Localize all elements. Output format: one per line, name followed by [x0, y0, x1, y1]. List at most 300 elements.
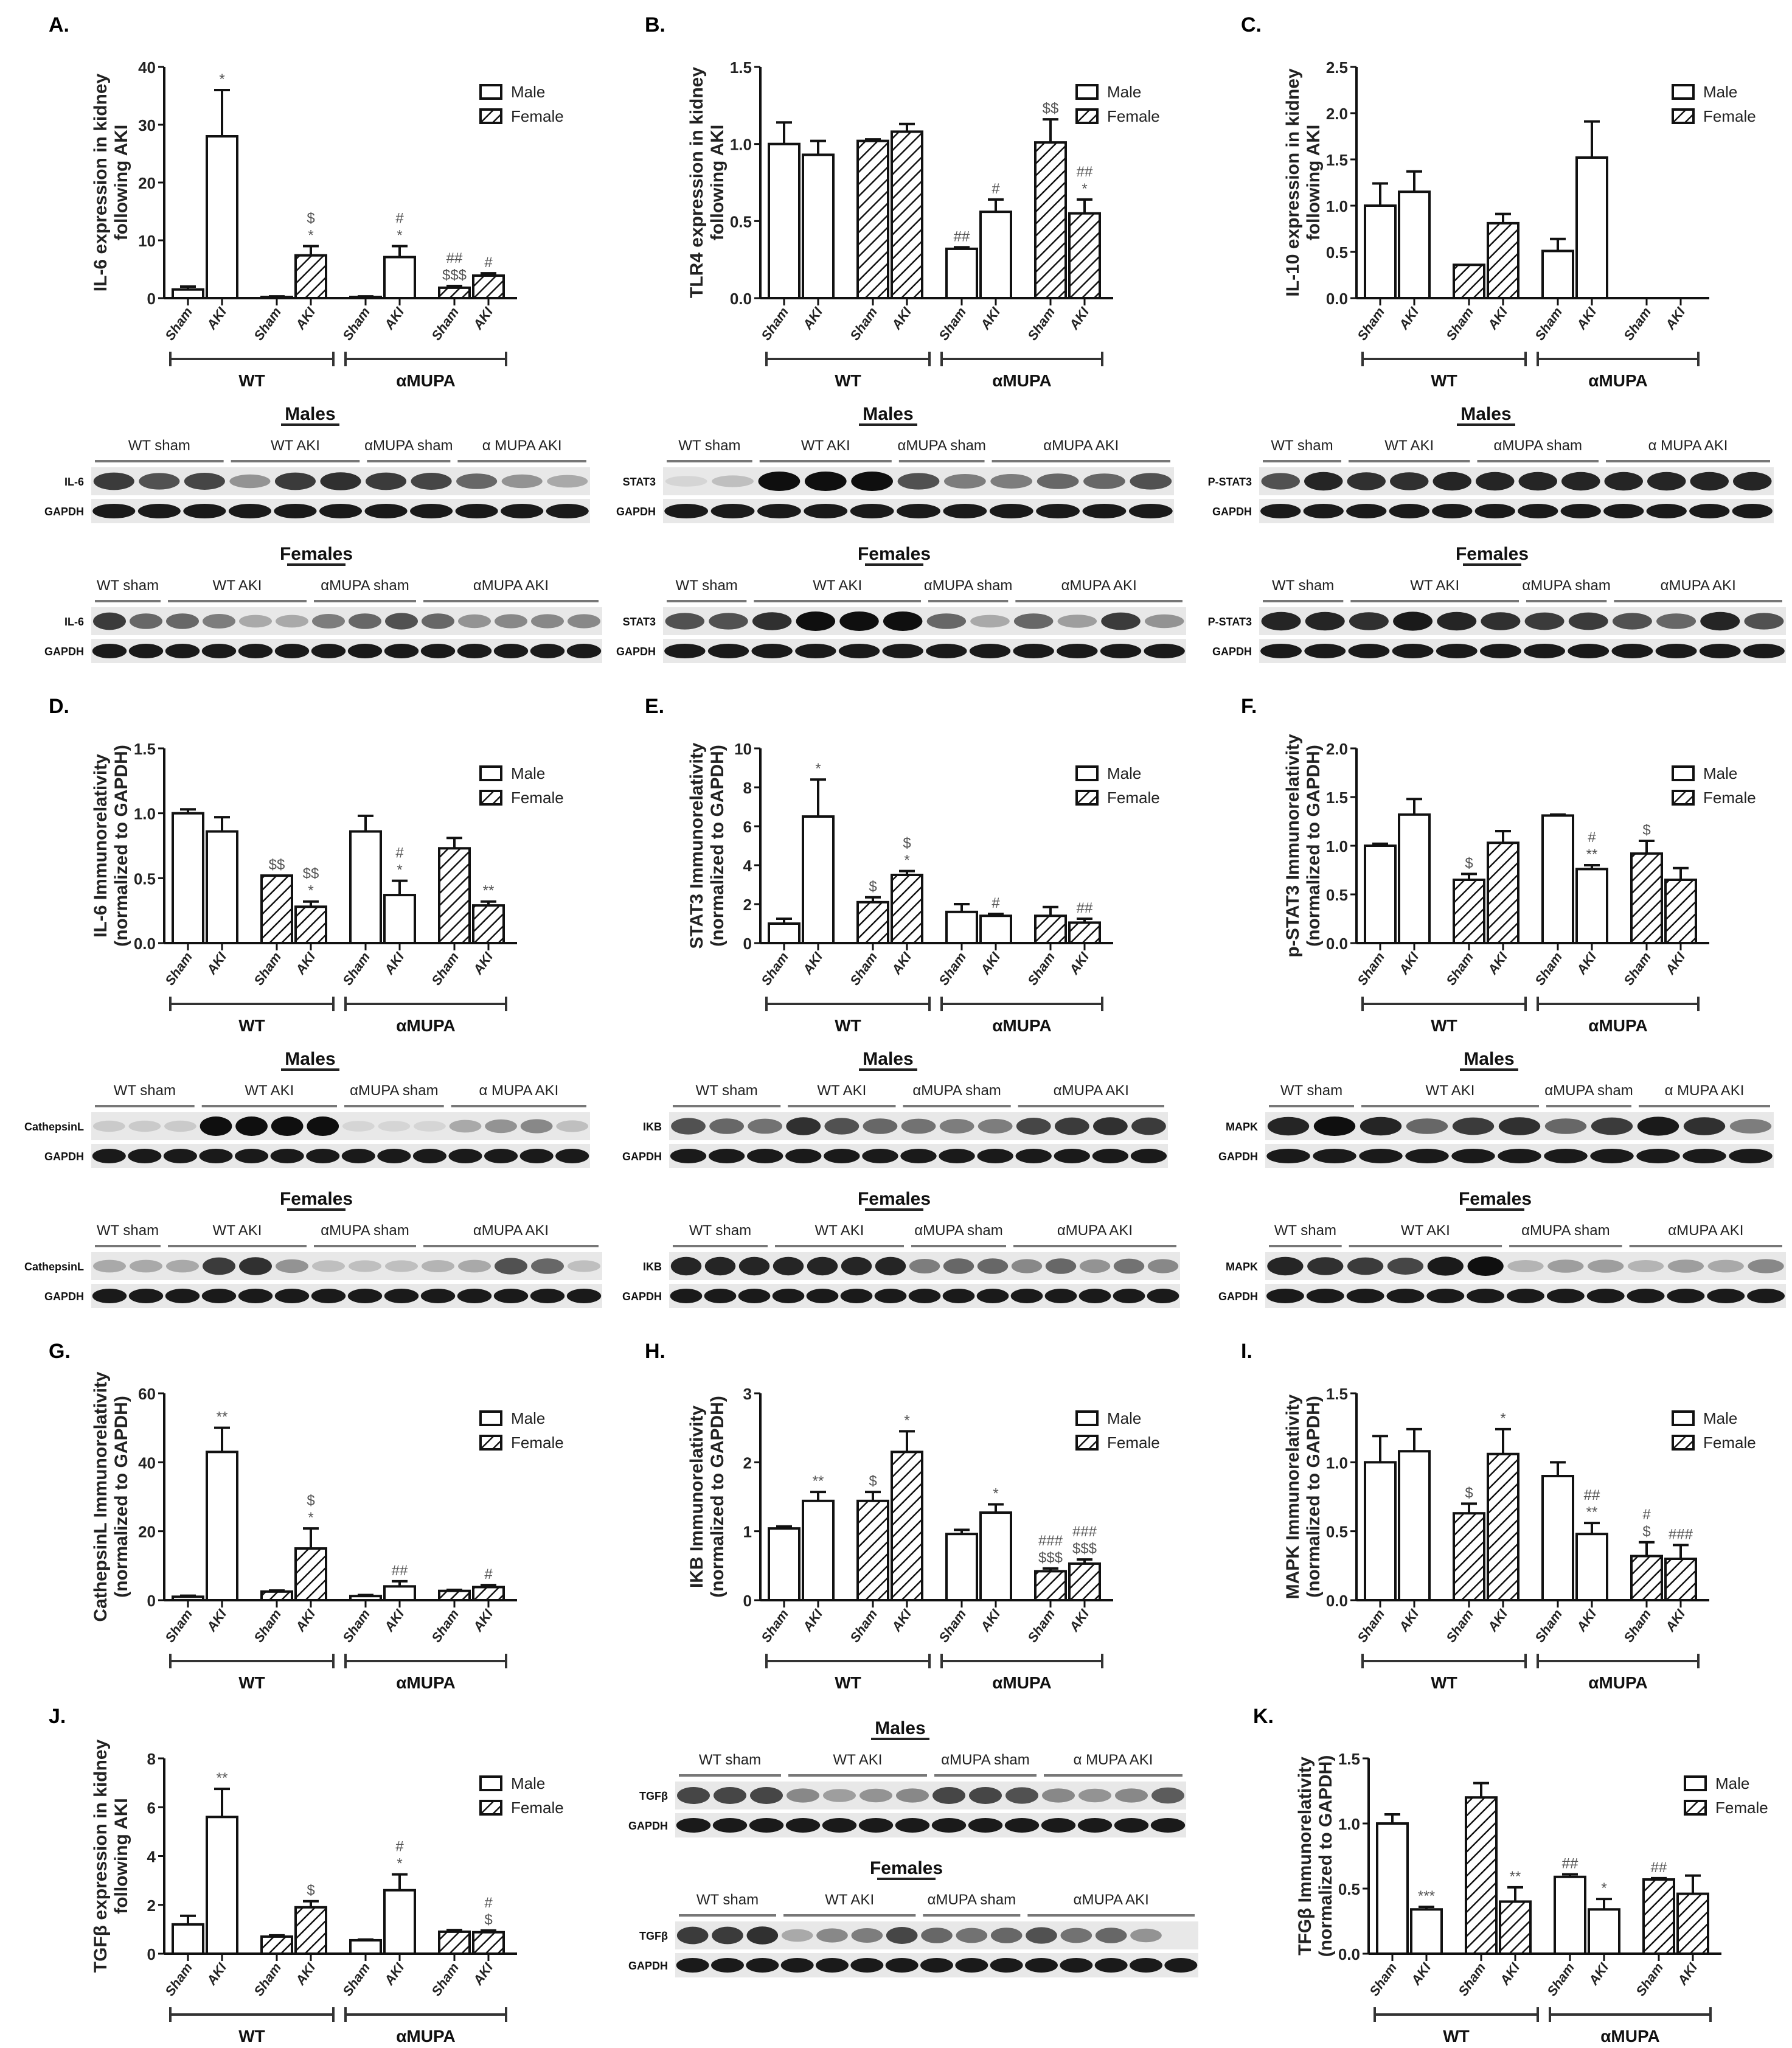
svg-text:WT AKI: WT AKI [825, 1892, 875, 1908]
svg-text:0.0: 0.0 [729, 290, 752, 308]
svg-text:2: 2 [147, 1896, 156, 1915]
bar [439, 288, 470, 298]
chart-panel-k [1204, 1691, 1792, 2045]
svg-text:1.0: 1.0 [1338, 1815, 1360, 1833]
bar [1644, 1879, 1674, 1954]
svg-text:*: * [308, 227, 314, 244]
svg-text:WT AKI: WT AKI [813, 577, 863, 594]
svg-text:Male: Male [1703, 1409, 1738, 1427]
svg-text:Males: Males [285, 1049, 336, 1069]
svg-text:αMUPA sham: αMUPA sham [912, 1082, 1001, 1099]
svg-text:0.5: 0.5 [1325, 1522, 1348, 1541]
svg-text:AKI: AKI [1484, 304, 1511, 332]
svg-text:**: ** [1509, 1868, 1521, 1885]
svg-text:Sham: Sham [1443, 949, 1477, 988]
svg-text:***: *** [1417, 1887, 1436, 1904]
bar [858, 1501, 888, 1600]
svg-text:GAPDH: GAPDH [622, 1151, 662, 1163]
svg-text:#: # [484, 254, 493, 271]
svg-text:αMUPA sham: αMUPA sham [927, 1892, 1016, 1908]
svg-text:WT: WT [835, 1673, 861, 1691]
panel-letter: B. [645, 13, 665, 37]
svg-text:Males: Males [863, 1049, 914, 1069]
svg-text:2.0: 2.0 [1325, 740, 1348, 758]
svg-text:10: 10 [734, 740, 752, 758]
svg-text:(normalized to GAPDH): (normalized to GAPDH) [1316, 1755, 1336, 1957]
svg-text:AKI: AKI [799, 304, 826, 332]
svg-text:Sham: Sham [162, 304, 196, 343]
svg-text:Sham: Sham [339, 1960, 373, 1999]
svg-text:GAPDH: GAPDH [1212, 506, 1252, 518]
svg-text:AKI: AKI [470, 949, 496, 977]
bar [1665, 880, 1696, 943]
bar [1589, 1909, 1619, 1954]
svg-text:Female: Female [511, 1799, 564, 1817]
svg-text:Male: Male [1107, 764, 1142, 782]
bar [769, 144, 799, 298]
svg-text:1.5: 1.5 [1325, 789, 1348, 807]
bar [1577, 869, 1607, 943]
svg-text:1.0: 1.0 [1325, 1454, 1348, 1472]
bar-chart-e [596, 681, 1192, 1034]
svg-text:AKI: AKI [888, 949, 915, 977]
svg-text:#: # [1588, 829, 1596, 846]
bar [1399, 1451, 1429, 1600]
svg-text:Sham: Sham [758, 304, 792, 343]
svg-text:0: 0 [147, 290, 156, 308]
svg-text:WT: WT [835, 1016, 861, 1034]
bar [173, 1597, 203, 1600]
bar [1454, 880, 1484, 943]
svg-text:GAPDH: GAPDH [44, 1290, 84, 1303]
chart-panel-j [0, 1691, 596, 2045]
svg-text:#: # [1642, 1506, 1651, 1523]
svg-text:WT AKI: WT AKI [212, 577, 262, 594]
svg-text:WT: WT [238, 1016, 265, 1034]
bar-chart-h [596, 1326, 1192, 1691]
svg-text:1.5: 1.5 [133, 740, 156, 758]
svg-text:$: $ [484, 1911, 493, 1928]
svg-text:Male: Male [1107, 1409, 1142, 1427]
svg-text:αMUPA sham: αMUPA sham [364, 437, 453, 454]
svg-text:*: * [308, 1510, 314, 1527]
svg-text:Sham: Sham [428, 304, 462, 343]
svg-text:Female: Female [511, 789, 564, 807]
svg-text:GAPDH: GAPDH [628, 1820, 668, 1832]
svg-text:GAPDH: GAPDH [1218, 1151, 1258, 1163]
svg-text:AKI: AKI [977, 304, 1004, 332]
bar [1399, 815, 1429, 943]
bar [1543, 251, 1573, 298]
svg-text:Sham: Sham [1532, 949, 1566, 988]
svg-text:Sham: Sham [1532, 1606, 1566, 1645]
svg-text:##: ## [391, 1562, 408, 1579]
bar [1365, 1462, 1395, 1600]
bar [262, 876, 292, 943]
svg-text:AKI: AKI [1484, 949, 1511, 977]
svg-text:IL-6 Immunorelativity: IL-6 Immunorelativity [91, 754, 111, 938]
svg-text:20: 20 [138, 174, 156, 192]
svg-text:AKI: AKI [1662, 1606, 1689, 1634]
svg-text:Sham: Sham [251, 949, 285, 988]
svg-text:αMUPA sham: αMUPA sham [350, 1082, 439, 1099]
svg-text:WT sham: WT sham [128, 437, 190, 454]
svg-text:αMUPA AKI: αMUPA AKI [1073, 1892, 1149, 1908]
svg-text:##: ## [1561, 1855, 1578, 1872]
svg-text:Sham: Sham [162, 1960, 196, 1999]
svg-text:αMUPA AKI: αMUPA AKI [1668, 1222, 1744, 1239]
svg-text:WT sham: WT sham [689, 1222, 752, 1239]
svg-text:0: 0 [147, 1592, 156, 1610]
svg-text:1: 1 [743, 1522, 752, 1541]
svg-text:WT: WT [238, 1673, 265, 1691]
svg-text:Females: Females [1455, 544, 1529, 564]
svg-text:Sham: Sham [1443, 304, 1477, 343]
svg-text:0: 0 [147, 1945, 156, 1963]
svg-text:$: $ [1465, 855, 1473, 872]
svg-text:AKI: AKI [977, 949, 1004, 977]
svg-text:αMUPA AKI: αMUPA AKI [1660, 577, 1736, 594]
svg-text:1.5: 1.5 [1325, 151, 1348, 169]
svg-text:AKI: AKI [381, 1960, 408, 1988]
chart-panel-h [596, 1326, 1192, 1691]
svg-text:**: ** [1586, 1504, 1598, 1521]
svg-text:CathepsinL: CathepsinL [24, 1261, 84, 1273]
svg-text:GAPDH: GAPDH [44, 1151, 84, 1163]
svg-text:WT: WT [1431, 371, 1457, 389]
svg-text:Sham: Sham [1620, 949, 1655, 988]
svg-text:8: 8 [147, 1750, 156, 1768]
svg-text:Sham: Sham [339, 304, 373, 343]
svg-text:AKI: AKI [292, 1960, 319, 1988]
bar [803, 817, 833, 943]
svg-text:AKI: AKI [799, 1606, 826, 1634]
svg-text:AKI: AKI [381, 304, 408, 332]
bar [946, 912, 977, 943]
bar [262, 1592, 292, 1600]
svg-text:AKI: AKI [799, 949, 826, 977]
svg-text:IKB: IKB [643, 1121, 662, 1133]
bar [981, 212, 1011, 298]
svg-text:αMUPA AKI: αMUPA AKI [1053, 1082, 1129, 1099]
svg-text:AKI: AKI [1662, 304, 1689, 332]
svg-text:GAPDH: GAPDH [1212, 646, 1252, 658]
svg-text:$: $ [1465, 1485, 1473, 1502]
svg-text:GAPDH: GAPDH [616, 646, 656, 658]
svg-text:Sham: Sham [428, 1960, 462, 1999]
svg-text:MAPK Immunorelativity: MAPK Immunorelativity [1283, 1394, 1303, 1600]
panel-letter: K. [1253, 1705, 1274, 1728]
svg-text:following AKI: following AKI [111, 124, 131, 241]
bar [1555, 1877, 1585, 1954]
bar [473, 276, 504, 298]
svg-text:*: * [993, 1485, 999, 1502]
svg-text:WT: WT [1431, 1673, 1457, 1691]
svg-text:###: ### [1072, 1524, 1097, 1541]
svg-text:#: # [484, 1566, 493, 1583]
svg-text:**: ** [482, 882, 495, 899]
bar [350, 1940, 381, 1954]
svg-text:$: $ [869, 1473, 877, 1490]
svg-text:###: ### [1668, 1526, 1693, 1543]
bar [296, 1907, 326, 1954]
svg-text:α MUPA AKI: α MUPA AKI [482, 437, 562, 454]
svg-text:Sham: Sham [1354, 304, 1388, 343]
svg-text:CathepsinL: CathepsinL [24, 1121, 84, 1133]
svg-text:Male: Male [511, 1774, 546, 1792]
svg-text:GAPDH: GAPDH [622, 1290, 662, 1303]
svg-text:STAT3: STAT3 [622, 616, 656, 628]
svg-text:AKI: AKI [1066, 1606, 1092, 1634]
svg-text:IL-6: IL-6 [64, 616, 84, 628]
svg-text:Sham: Sham [339, 1606, 373, 1645]
svg-text:0.5: 0.5 [729, 212, 752, 231]
bar [946, 1534, 977, 1600]
svg-text:$: $ [307, 1882, 315, 1899]
bar [173, 813, 203, 943]
svg-text:*: * [397, 862, 403, 879]
svg-text:αMUPA: αMUPA [1588, 1673, 1648, 1691]
svg-text:Sham: Sham [1544, 1960, 1578, 1999]
bar [1665, 1559, 1696, 1600]
bar [1488, 1454, 1518, 1600]
svg-text:Sham: Sham [1620, 1606, 1655, 1645]
bar [1377, 1823, 1408, 1954]
svg-text:1.0: 1.0 [1325, 837, 1348, 855]
western-blot-tgfb [608, 1691, 1204, 2045]
svg-text:αMUPA sham: αMUPA sham [321, 1222, 409, 1239]
svg-text:$$$: $$$ [442, 267, 467, 284]
svg-text:$$: $$ [302, 865, 319, 882]
bar [1488, 843, 1518, 943]
svg-text:*: * [397, 1855, 403, 1872]
bar [1577, 1534, 1607, 1600]
svg-text:IKB: IKB [643, 1261, 662, 1273]
svg-text:$$: $$ [1042, 100, 1059, 117]
svg-text:Sham: Sham [251, 304, 285, 343]
bar [892, 131, 922, 298]
svg-text:Sham: Sham [936, 304, 970, 343]
svg-text:*: * [904, 1412, 910, 1429]
svg-text:GAPDH: GAPDH [1218, 1290, 1258, 1303]
bar [296, 1548, 326, 1600]
svg-text:WT sham: WT sham [1272, 577, 1335, 594]
svg-text:αMUPA sham: αMUPA sham [1521, 1222, 1610, 1239]
svg-text:AKI: AKI [292, 949, 319, 977]
svg-text:AKI: AKI [1484, 1606, 1511, 1634]
svg-text:40: 40 [138, 58, 156, 77]
svg-text:GAPDH: GAPDH [44, 646, 84, 658]
svg-text:Male: Male [511, 1409, 546, 1427]
svg-text:AKI: AKI [888, 1606, 915, 1634]
svg-text:AKI: AKI [470, 1606, 496, 1634]
svg-text:AKI: AKI [292, 1606, 319, 1634]
svg-text:Sham: Sham [847, 304, 881, 343]
svg-text:WT: WT [1431, 1016, 1457, 1034]
svg-text:Sham: Sham [1620, 304, 1655, 343]
bar [384, 1890, 415, 1954]
svg-text:WT: WT [238, 371, 265, 389]
svg-text:WT: WT [835, 371, 861, 389]
svg-text:αMUPA sham: αMUPA sham [321, 577, 409, 594]
bar [207, 136, 237, 298]
svg-text:*: * [1601, 1880, 1607, 1897]
svg-text:Females: Females [279, 544, 353, 564]
bar [1678, 1894, 1708, 1954]
svg-text:WT sham: WT sham [678, 437, 741, 454]
svg-text:#: # [395, 1838, 404, 1855]
svg-text:Female: Female [1703, 1433, 1756, 1452]
svg-text:AKI: AKI [470, 1960, 496, 1988]
svg-text:WT sham: WT sham [695, 1082, 758, 1099]
svg-text:*: * [308, 882, 314, 899]
svg-text:Sham: Sham [1024, 1606, 1058, 1645]
svg-text:αMUPA: αMUPA [992, 1016, 1052, 1034]
svg-text:**: ** [1586, 846, 1598, 863]
svg-text:STAT3: STAT3 [622, 476, 656, 488]
panel-letter: C. [1241, 13, 1262, 37]
svg-text:following AKI: following AKI [1304, 124, 1324, 241]
svg-text:αMUPA sham: αMUPA sham [1522, 577, 1611, 594]
svg-text:Sham: Sham [251, 1606, 285, 1645]
svg-text:##: ## [1650, 1859, 1667, 1876]
svg-text:Sham: Sham [162, 949, 196, 988]
svg-text:AKI: AKI [1496, 1960, 1523, 1988]
bar [1631, 854, 1662, 943]
svg-text:*: * [815, 761, 821, 778]
svg-text:AKI: AKI [1395, 1606, 1422, 1634]
svg-text:P-STAT3: P-STAT3 [1207, 476, 1252, 488]
panel-letter: I. [1241, 1340, 1252, 1363]
bar [296, 907, 326, 943]
bar [981, 1513, 1011, 1600]
svg-text:AKI: AKI [1573, 1606, 1600, 1634]
svg-text:IKB Immunorelativity: IKB Immunorelativity [687, 1405, 707, 1589]
svg-text:αMUPA AKI: αMUPA AKI [1057, 1222, 1133, 1239]
svg-text:0.0: 0.0 [1325, 935, 1348, 953]
svg-text:$: $ [869, 878, 877, 895]
bar [1454, 265, 1484, 298]
svg-text:Sham: Sham [1455, 1960, 1489, 1999]
svg-text:TGFβ: TGFβ [639, 1790, 668, 1802]
svg-text:##: ## [953, 228, 970, 245]
svg-text:MAPK: MAPK [1226, 1121, 1258, 1133]
svg-text:IL-6 expression in kidney: IL-6 expression in kidney [91, 73, 111, 292]
svg-text:αMUPA: αMUPA [396, 2027, 456, 2045]
svg-text:3: 3 [743, 1385, 752, 1403]
svg-text:AKI: AKI [470, 304, 496, 332]
svg-text:WT AKI: WT AKI [817, 1082, 867, 1099]
chart-panel-e [596, 681, 1192, 1034]
svg-text:αMUPA: αMUPA [1600, 2027, 1660, 2045]
panel-letter: A. [49, 13, 69, 37]
svg-text:8: 8 [743, 779, 752, 797]
svg-text:1.5: 1.5 [1325, 1385, 1348, 1403]
svg-text:Sham: Sham [1354, 949, 1388, 988]
svg-text:Sham: Sham [1354, 1606, 1388, 1645]
svg-text:Male: Male [1715, 1774, 1750, 1792]
svg-text:AKI: AKI [1662, 949, 1689, 977]
svg-text:Sham: Sham [936, 949, 970, 988]
bar [1631, 1556, 1662, 1600]
svg-text:2: 2 [743, 1454, 752, 1472]
svg-text:αMUPA AKI: αMUPA AKI [473, 577, 549, 594]
svg-text:0: 0 [743, 935, 752, 953]
svg-text:Sham: Sham [1633, 1960, 1667, 1999]
svg-text:Male: Male [511, 764, 546, 782]
chart-panel-g [0, 1326, 596, 1691]
svg-text:α MUPA AKI: α MUPA AKI [1664, 1082, 1745, 1099]
svg-text:AKI: AKI [977, 1606, 1004, 1634]
svg-text:*: * [904, 852, 910, 869]
svg-text:Sham: Sham [1443, 1606, 1477, 1645]
svg-text:Sham: Sham [162, 1606, 196, 1645]
svg-text:$$: $$ [268, 857, 285, 874]
svg-text:following AKI: following AKI [707, 124, 728, 241]
svg-text:αMUPA: αMUPA [396, 1016, 456, 1034]
svg-text:1.5: 1.5 [729, 58, 752, 77]
svg-text:Sham: Sham [339, 949, 373, 988]
blot-image-cathl [24, 1034, 608, 1326]
svg-text:WT sham: WT sham [698, 1752, 762, 1768]
svg-text:Sham: Sham [1024, 949, 1058, 988]
svg-text:6: 6 [147, 1799, 156, 1817]
chart-panel-a [0, 0, 596, 389]
svg-text:(normalized to GAPDH): (normalized to GAPDH) [111, 1396, 131, 1598]
bar [173, 290, 203, 298]
svg-text:P-STAT3: P-STAT3 [1207, 616, 1252, 628]
svg-text:Females: Females [857, 1189, 931, 1209]
bar [384, 1586, 415, 1600]
svg-text:WT sham: WT sham [1274, 1222, 1336, 1239]
svg-text:WT AKI: WT AKI [1384, 437, 1434, 454]
svg-text:(normalized to GAPDH): (normalized to GAPDH) [707, 1396, 728, 1598]
svg-text:WT sham: WT sham [675, 577, 738, 594]
svg-text:Sham: Sham [1366, 1960, 1400, 1999]
svg-text:$: $ [1642, 822, 1651, 838]
svg-text:4: 4 [743, 857, 752, 875]
svg-text:αMUPA: αMUPA [396, 1673, 456, 1691]
svg-text:p-STAT3 Immunorelativity: p-STAT3 Immunorelativity [1283, 734, 1303, 958]
bar [473, 905, 504, 943]
svg-text:Female: Female [511, 107, 564, 125]
svg-text:αMUPA: αMUPA [992, 371, 1052, 389]
svg-text:0.5: 0.5 [1325, 243, 1348, 262]
bar [892, 875, 922, 943]
svg-text:$: $ [1642, 1523, 1651, 1540]
svg-text:TGFβ: TGFβ [639, 1930, 668, 1942]
svg-text:αMUPA AKI: αMUPA AKI [473, 1222, 549, 1239]
svg-text:(normalized to GAPDH): (normalized to GAPDH) [1304, 1396, 1324, 1598]
chart-panel-f [1192, 681, 1792, 1034]
svg-text:Female: Female [1107, 789, 1160, 807]
svg-text:GAPDH: GAPDH [44, 506, 84, 518]
panel-letter: G. [49, 1340, 71, 1363]
svg-text:α MUPA AKI: α MUPA AKI [1648, 437, 1728, 454]
bar-chart-k [1204, 1691, 1792, 2045]
svg-text:AKI: AKI [203, 1960, 230, 1988]
svg-text:Female: Female [1107, 107, 1160, 125]
svg-text:1.0: 1.0 [729, 135, 752, 154]
svg-text:CathepsinL Immunorelativity: CathepsinL Immunorelativity [91, 1371, 111, 1622]
svg-text:Females: Females [857, 544, 931, 564]
svg-text:Females: Females [869, 1858, 943, 1878]
chart-panel-b [596, 0, 1192, 389]
bar [384, 895, 415, 943]
svg-text:WT AKI: WT AKI [1400, 1222, 1450, 1239]
svg-text:Sham: Sham [428, 949, 462, 988]
svg-text:$$$: $$$ [1072, 1541, 1097, 1558]
